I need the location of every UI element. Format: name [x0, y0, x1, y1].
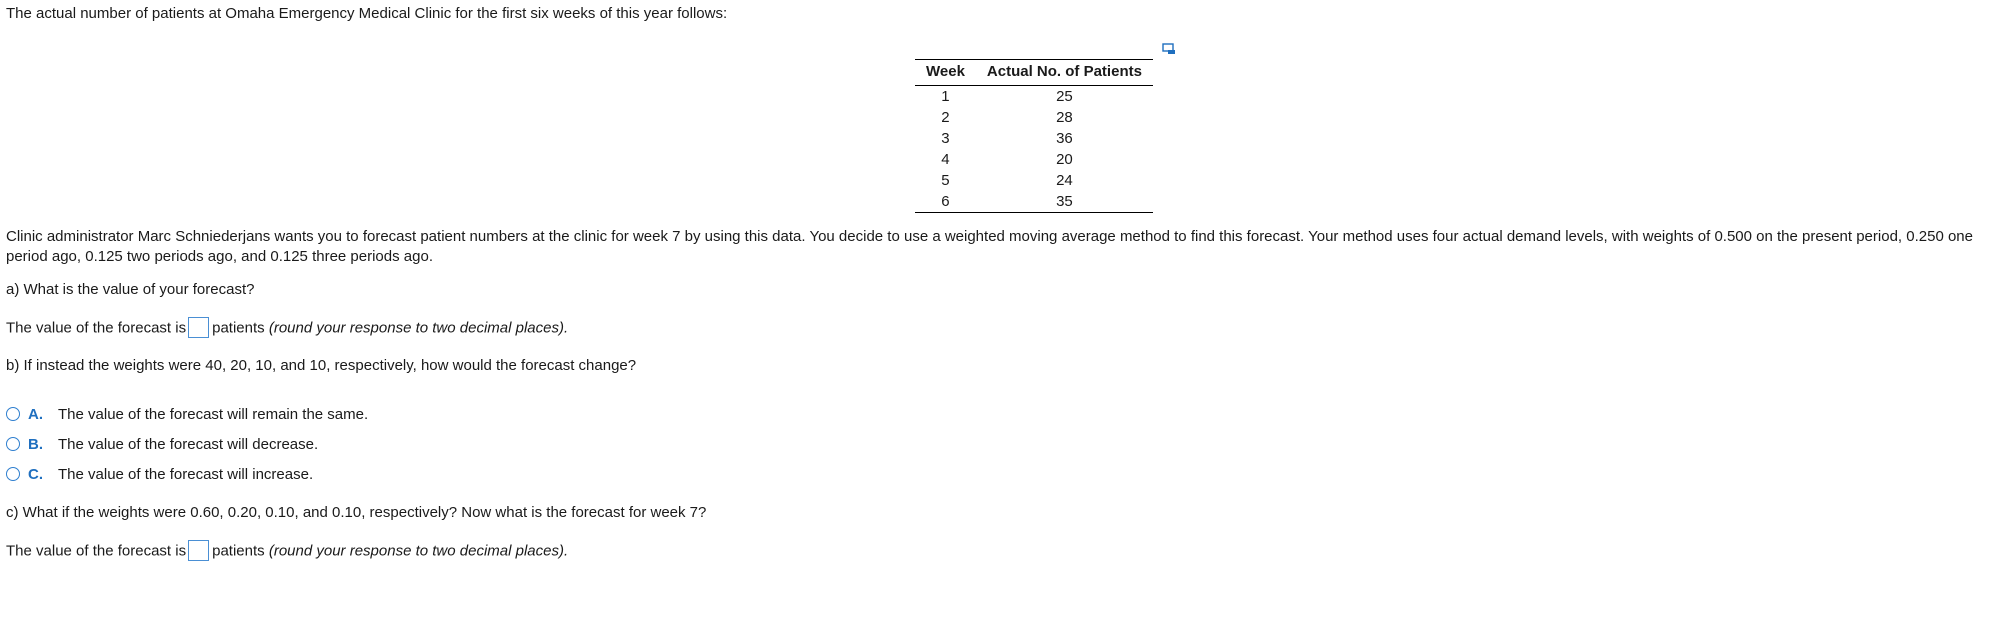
table-row [915, 170, 1153, 191]
answer-c-input[interactable] [188, 540, 209, 561]
option-b-text: The value of the forecast will decrease. [58, 435, 319, 453]
answer-a-prefix: The value of the forecast is [6, 319, 187, 337]
answer-c-note: (round your response to two decimal places). [268, 542, 569, 560]
week-cell: 3 [941, 130, 950, 147]
answer-c-line [6, 541, 568, 562]
week-cell: 6 [915, 191, 976, 213]
table-row [915, 128, 1153, 149]
answer-a-suffix: patients [212, 319, 265, 337]
patients-cell: 25 [1056, 88, 1073, 105]
table-row [915, 191, 1153, 213]
week-cell: 5 [941, 172, 950, 189]
patients-cell: 20 [1056, 151, 1073, 168]
copy-to-clipboard-icon[interactable] [1162, 43, 1176, 55]
problem-paragraph: Clinic administrator Marc Schniederjans wants you to forecast patient numbers at the clinic for week 7 by using this data. You decide to use a weighted moving average method to find this forecast. Your method uses four actual demand levels, with weights of 0.500 on the present period, 0.250 one period ago, 0.125 two periods ago, and 0.125 three periods ago. [6, 228, 1973, 265]
week-cell: 1 [941, 88, 950, 105]
option-b-radio[interactable] [6, 437, 20, 451]
answer-c-suffix: patients [212, 542, 265, 560]
intro-text: The actual number of patients at Omaha Emergency Medical Clinic for the first six weeks of this year follows: [6, 5, 728, 22]
table-row [915, 149, 1153, 170]
patients-cell: 24 [1056, 172, 1073, 189]
header-week: Week [915, 60, 976, 86]
option-b-letter: B. [28, 435, 43, 453]
patients-table [915, 59, 1153, 213]
option-a-letter: A. [28, 405, 43, 423]
option-c-radio[interactable] [6, 467, 20, 481]
answer-a-input[interactable] [188, 317, 209, 338]
option-c[interactable] [6, 463, 313, 485]
option-c-letter: C. [28, 465, 43, 483]
patients-cell: 36 [1056, 130, 1073, 147]
option-a[interactable] [6, 403, 368, 425]
week-cell: 2 [941, 109, 950, 126]
option-a-text: The value of the forecast will remain the same. [58, 405, 369, 423]
option-c-text: The value of the forecast will increase. [58, 465, 314, 483]
question-c: c) What if the weights were 0.60, 0.20, 0.10, and 0.10, respectively? Now what is the forecast for week 7? [6, 504, 707, 521]
answer-a-note: (round your response to two decimal places). [268, 319, 569, 337]
question-b: b) If instead the weights were 40, 20, 10, and 10, respectively, how would the forecast change? [6, 357, 637, 374]
option-a-radio[interactable] [6, 407, 20, 421]
question-a: a) What is the value of your forecast? [6, 281, 255, 298]
table-row [915, 86, 1153, 108]
table-row [915, 107, 1153, 128]
answer-a-line [6, 318, 568, 339]
week-cell: 4 [941, 151, 950, 168]
patients-cell: 35 [976, 191, 1153, 213]
header-patients: Actual No. of Patients [976, 60, 1153, 86]
table-header-row [915, 60, 1153, 86]
option-b[interactable] [6, 433, 318, 455]
patients-cell: 28 [1056, 109, 1073, 126]
answer-c-prefix: The value of the forecast is [6, 542, 187, 560]
